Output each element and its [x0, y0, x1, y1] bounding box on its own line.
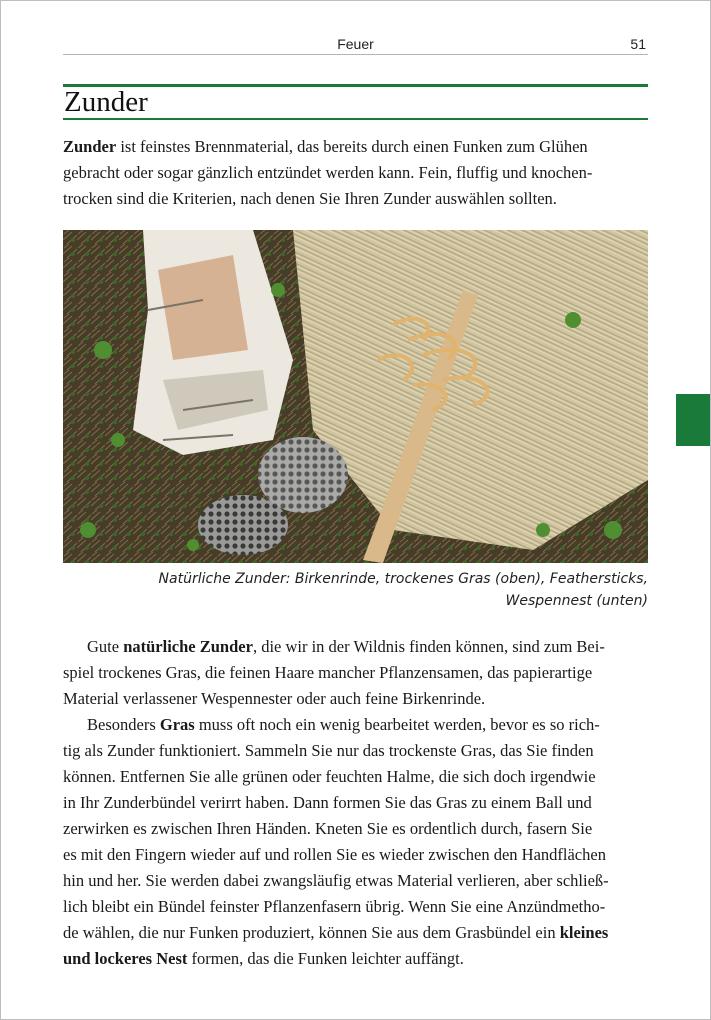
running-header	[63, 36, 648, 55]
p1-line1-pre: Gute	[87, 637, 124, 656]
section-title: Zunder	[64, 86, 148, 118]
intro-line1: ist feinstes Brennmaterial, das bereits durch einen Funken zum Glühen	[116, 137, 588, 156]
tinder-photo	[63, 230, 648, 563]
intro-line2: gebracht oder sogar gänzlich entzündet werden kann. Fein, fluffig und knochen-	[63, 163, 593, 182]
p2-line9-pre: de wählen, die nur Funken produziert, können Sie aus dem Grasbündel ein	[63, 923, 560, 942]
page-number: 51	[630, 36, 646, 52]
paragraph-grass	[63, 712, 648, 972]
title-rule-top	[63, 84, 648, 87]
p1-line3: Material verlassener Wespennester oder auch feine Birkenrinde.	[63, 689, 486, 708]
p2-bold-nest-a: kleines	[559, 923, 609, 942]
p2-bold-term: Gras	[159, 715, 195, 734]
figure-caption	[63, 568, 648, 612]
p2-line2: tig als Zunder funktioniert. Sammeln Sie nur das trockenste Gras, das Sie finden	[63, 741, 594, 760]
intro-term: Zunder	[63, 137, 117, 156]
intro-line3: trocken sind die Kriterien, nach denen Sie Ihren Zunder auswählen sollten.	[63, 189, 557, 208]
caption-line2: Wespennest (unten)	[505, 593, 648, 609]
chapter-thumb-tab	[676, 394, 710, 446]
p2-line1-post: muss oft noch ein wenig bearbeitet werden, bevor es so rich-	[194, 715, 600, 734]
p2-line10-post: formen, das die Funken leichter auffängt.	[187, 949, 464, 968]
paragraph-natural-tinder	[63, 634, 648, 712]
p1-bold-term: natürliche Zunder	[123, 637, 253, 656]
p1-line1-post: , die wir in der Wildnis finden können, sind zum Bei-	[252, 637, 605, 656]
p2-bold-nest-b: und lockeres Nest	[63, 949, 188, 968]
p2-line1-pre: Besonders	[87, 715, 160, 734]
p1-line2: spiel trockenes Gras, die feinen Haare mancher Pflanzensamen, das papierartige	[63, 663, 593, 682]
p2-line8: lich bleibt ein Bündel feinster Pflanzenfasern übrig. Wenn Sie eine Anzündmetho-	[63, 897, 606, 916]
caption-line1: Natürliche Zunder: Birkenrinde, trockenes Gras (oben), Feathersticks,	[158, 571, 648, 587]
title-rule-bottom	[63, 118, 648, 120]
p2-line3: können. Entfernen Sie alle grünen oder feuchten Halme, die sich doch irgendwie	[63, 767, 596, 786]
intro-paragraph	[63, 134, 648, 212]
running-title: Feuer	[337, 36, 374, 52]
p2-line5: zerwirken es zwischen Ihren Händen. Kneten Sie es ordentlich durch, fasern Sie	[63, 819, 593, 838]
p2-line6: es mit den Fingern wieder auf und rollen Sie es wieder zwischen den Handflächen	[63, 845, 606, 864]
p2-line4: in Ihr Zunderbündel verirrt haben. Dann formen Sie das Gras zu einem Ball und	[63, 793, 592, 812]
p2-line7: hin und her. Sie werden dabei zwangsläufig etwas Material verlieren, aber schließ-	[63, 871, 609, 890]
